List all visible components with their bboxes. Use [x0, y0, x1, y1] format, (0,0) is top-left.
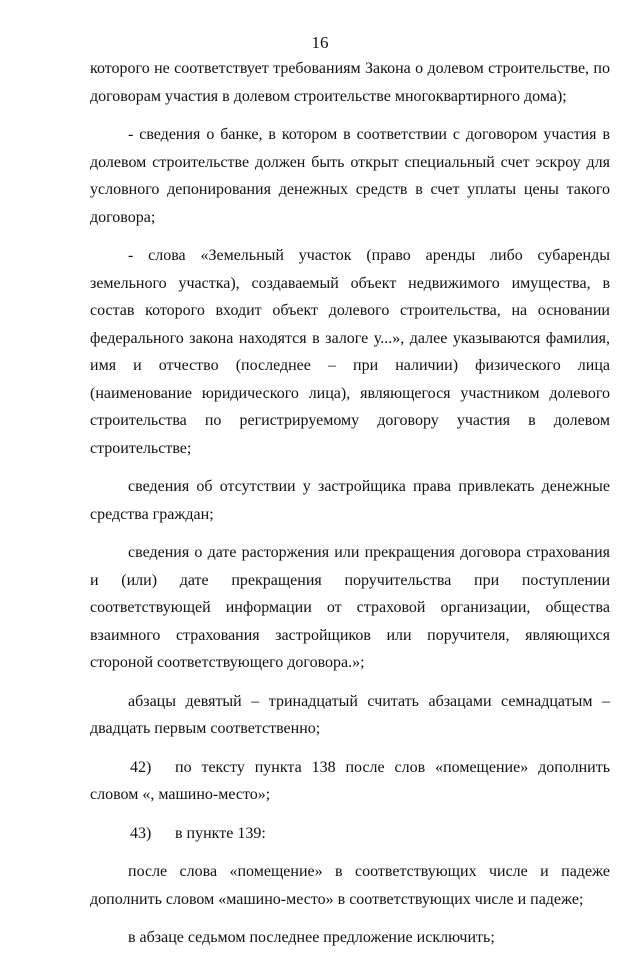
paragraph-after-word: после слова «помещение» в соответствующих числе и падеже дополнить словом «машино-место» в соответствующих числе и падеже; — [90, 863, 610, 908]
paragraph-continuation: которого не соответствует требованиям Закона о долевом строительстве, по договорам участия в долевом строительстве многоквартирного дома); — [90, 60, 610, 105]
item-42 — [90, 754, 610, 809]
item-43-text: в пункте 139: — [175, 824, 266, 842]
paragraph-seventh-abzac: в абзаце седьмом последнее предложение исключить; — [128, 929, 495, 946]
document-body — [90, 55, 610, 963]
item-42-number: 42) — [130, 758, 152, 776]
item-43-number: 43) — [130, 824, 152, 842]
paragraph-renumber: абзацы девятый – тринадцатый считать абзацами семнадцатым – двадцать первым соответственно; — [90, 692, 610, 737]
paragraph-bank-info: - сведения о банке, в котором в соответствии с договором участия в долевом строительстве должен быть открыт специальный счет эскроу для условного депонирования денежных средств в счет уплаты цены такого договора; — [90, 126, 610, 226]
item-43 — [90, 820, 610, 848]
page-number: 16 — [311, 33, 329, 52]
paragraph-developer-rights: сведения об отсутствии у застройщика права привлекать денежные средства граждан; — [90, 478, 610, 523]
paragraph-land-plot: - слова «Земельный участок (право аренды либо субаренды земельного участка), создаваемый объект недвижимого имущества, в состав которого входит объект долевого строительства, на основании федерального закона находятся в залоге у...», далее указываются фамилия, имя и отчество (последнее – при наличии) физического лица (наименование юридического лица), являющегося участником долевого строительства по регистрируемому договору участия в долевом строительстве; — [90, 247, 610, 457]
paragraph-insurance: сведения о дате расторжения или прекращения договора страхования и (или) дате прекращения поручительства при поступлении соответствующей информации от страховой организации, общества взаимного страхования застройщиков или поручителя, являющихся стороной соответствующего договора.»; — [90, 544, 610, 671]
item-42-text: по тексту пункта 138 после слов «помещение» дополнить словом «, машино-место»; — [90, 758, 610, 803]
